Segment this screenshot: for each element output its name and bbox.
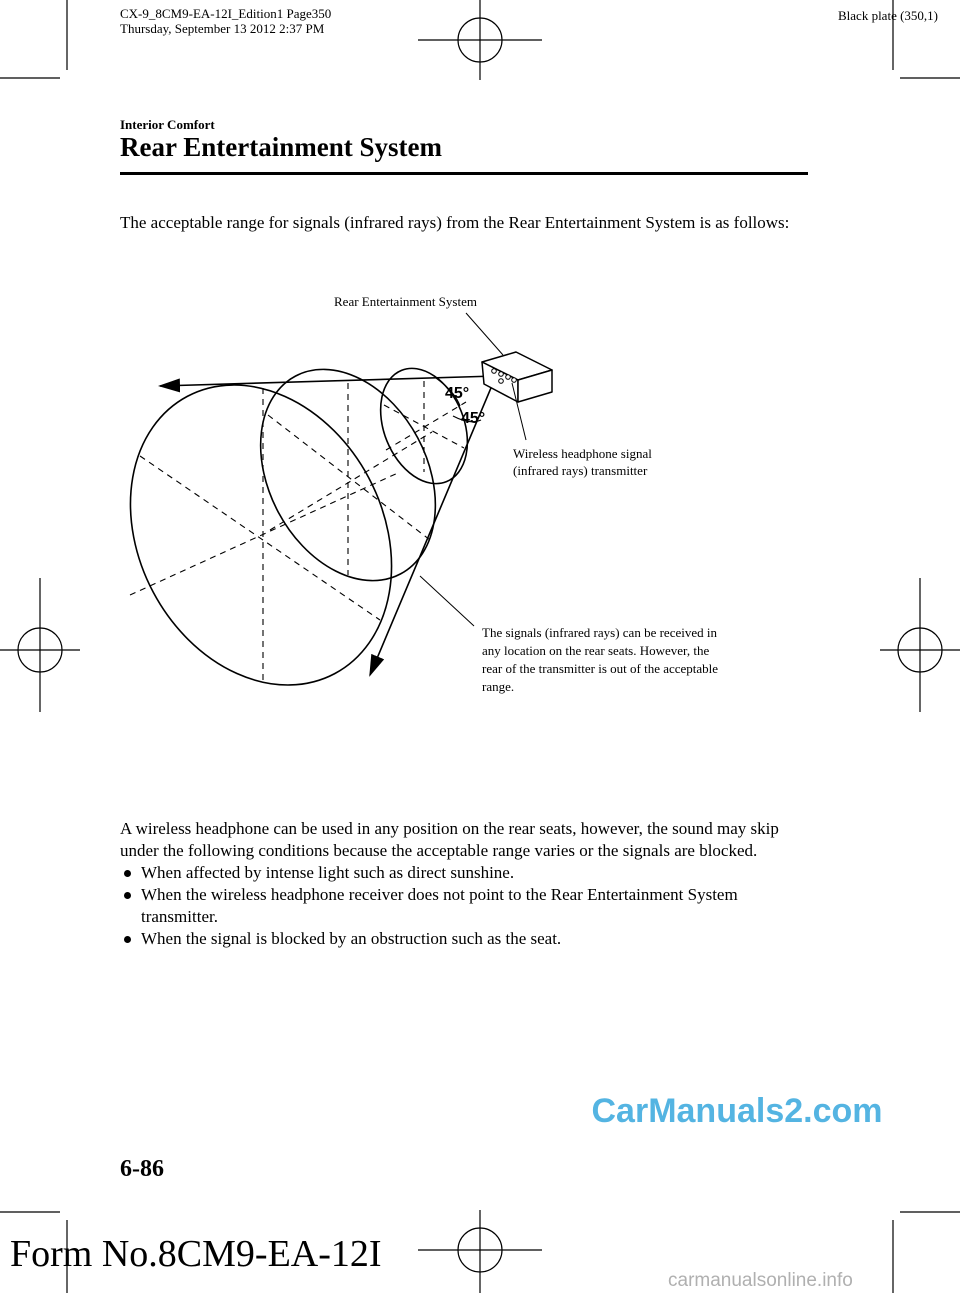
slug-line-1: CX-9_8CM9-EA-12I_Edition1 Page350 <box>120 6 332 21</box>
list-item: When the wireless headphone receiver does not point to the Rear Entertainment System transmitter. <box>120 884 810 928</box>
bullet-icon <box>124 892 131 899</box>
page-title: Rear Entertainment System <box>120 132 442 162</box>
label-rear-entertainment-system: Rear Entertainment System <box>334 294 477 309</box>
label-range-line-3: rear of the transmitter is out of the acceptable <box>482 661 719 676</box>
bullet-icon <box>124 870 131 877</box>
transmitter-box <box>482 352 552 402</box>
conditions-paragraph: A wireless headphone can be used in any position on the rear seats, however, the sound may skip under the following conditions because the acceptable range varies or the signals are blocked. <box>120 819 779 860</box>
form-number: Form No.8CM9-EA-12I <box>10 1233 382 1275</box>
large-range-ellipse <box>80 339 443 710</box>
angle-label-lower: 45° <box>461 410 486 427</box>
title-rule <box>120 172 808 175</box>
label-range-line-2: any location on the rear seats. However, the <box>482 643 710 658</box>
print-slug <box>120 6 331 36</box>
label-transmitter-line-1: Wireless headphone signal <box>513 446 652 461</box>
page-number: 6-86 <box>120 1156 164 1182</box>
bullet-icon <box>124 936 131 943</box>
section-label: Interior Comfort <box>120 117 215 132</box>
angle-label-upper: 45° <box>445 385 470 402</box>
watermark-logo: CarManuals2.com <box>591 1092 883 1130</box>
footer-site: carmanualsonline.info <box>668 1270 853 1291</box>
slug-line-2: Thursday, September 13 2012 2:37 PM <box>120 21 325 36</box>
plate-label: Black plate (350,1) <box>838 8 938 23</box>
label-range-line-4: range. <box>482 679 515 694</box>
intro-paragraph: The acceptable range for signals (infrared rays) from the Rear Entertainment System is as follows: <box>120 213 790 232</box>
conditions-section <box>120 818 810 950</box>
label-range-line-1: The signals (infrared rays) can be received in <box>482 625 717 640</box>
label-transmitter-line-2: (infrared rays) transmitter <box>513 463 648 478</box>
conditions-list <box>120 862 810 950</box>
signal-range-diagram <box>0 280 960 710</box>
list-item: When the signal is blocked by an obstruction such as the seat. <box>120 928 810 950</box>
list-item: When affected by intense light such as direct sunshine. <box>120 862 810 884</box>
